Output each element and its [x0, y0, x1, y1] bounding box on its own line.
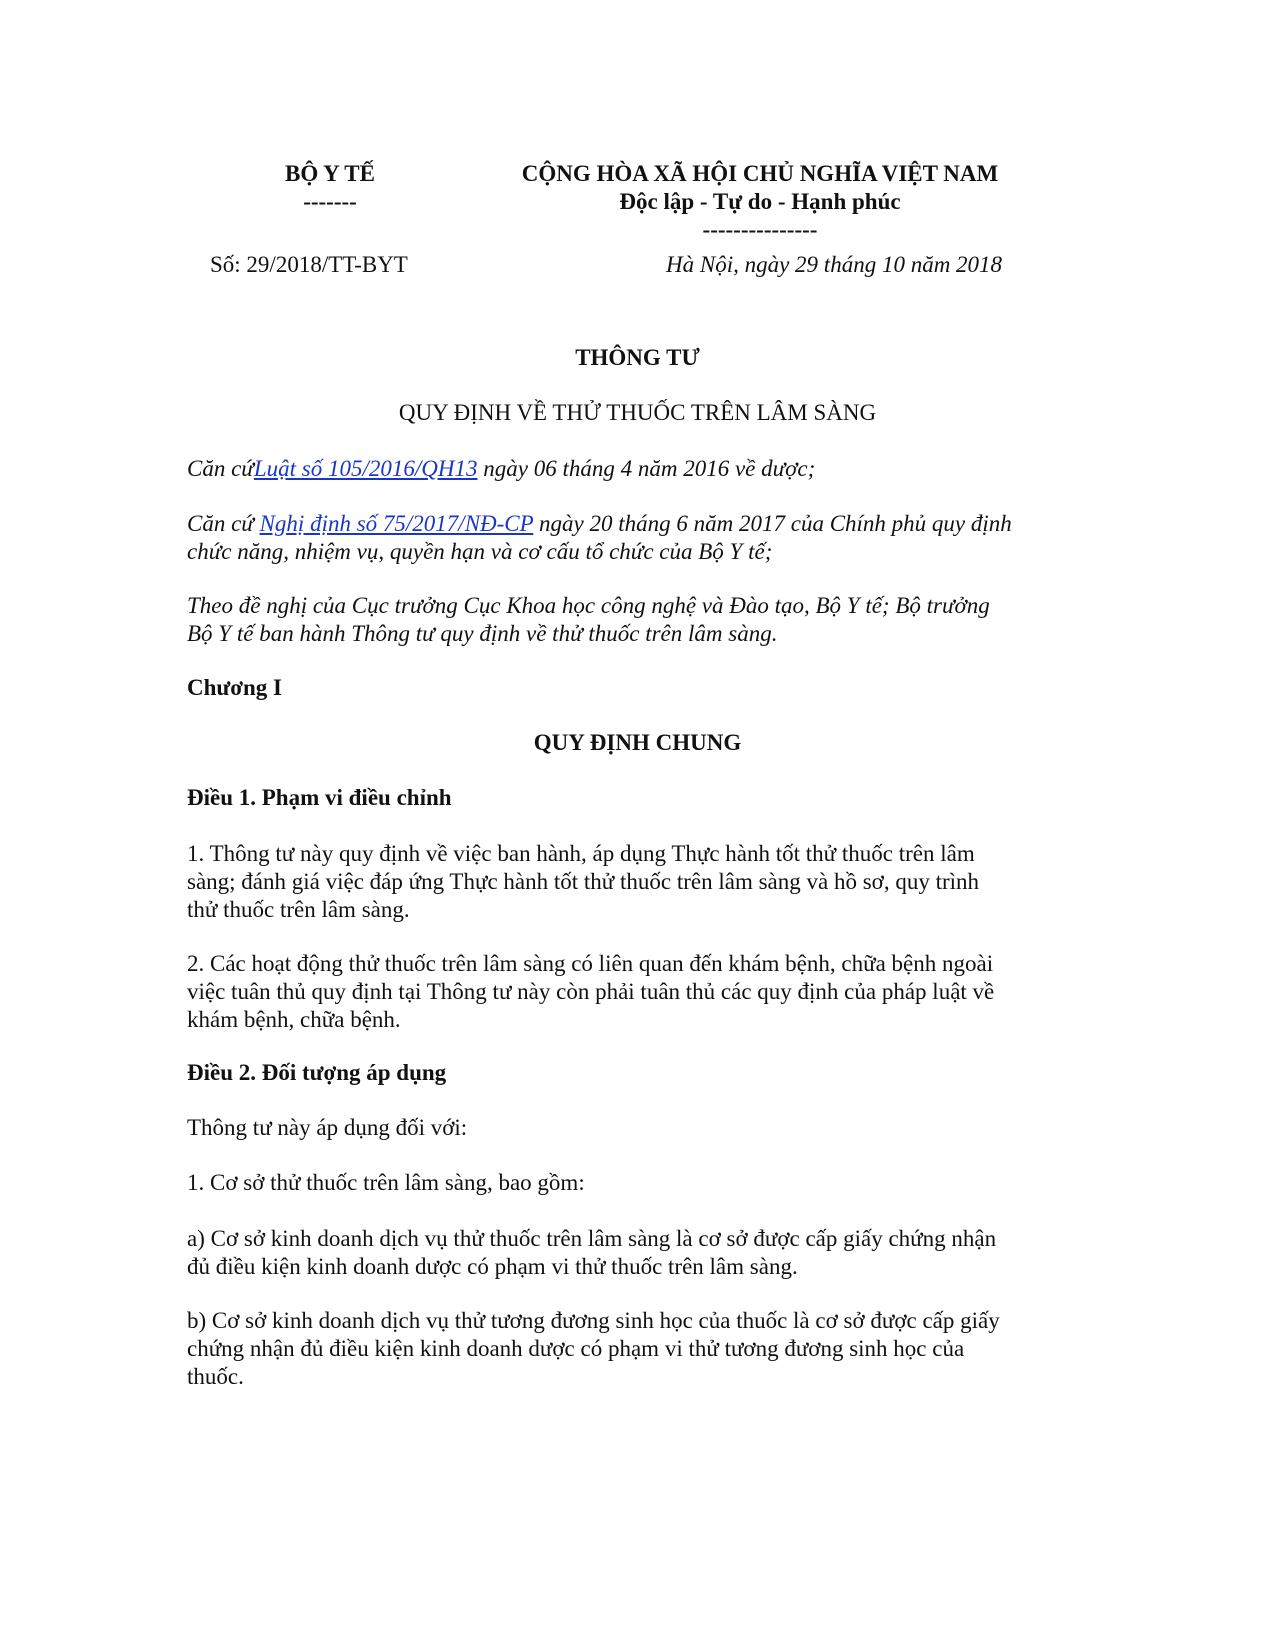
national-motto: Độc lập - Tự do - Hạnh phúc	[619, 189, 901, 214]
issuing-agency: BỘ Y TẾ	[285, 161, 375, 186]
document-type: THÔNG TƯ	[575, 345, 700, 370]
chapter-title: QUY ĐỊNH CHUNG	[533, 730, 742, 755]
article-1-clause-1	[187, 840, 1087, 924]
item-line: a) Cơ sở kinh doanh dịch vụ thử thuốc trên lâm sàng là cơ sở được cấp giấy chứng nhận	[187, 1226, 997, 1251]
proposal-line-1: Theo đề nghị của Cục trưởng Cục Khoa học công nghệ và Đào tạo, Bộ Y tế; Bộ trưởng	[187, 593, 990, 618]
issuing-agency-block	[230, 160, 430, 216]
proposal-paragraph	[187, 592, 1087, 648]
item-line: thuốc.	[187, 1364, 244, 1389]
clause-line: việc tuân thủ quy định tại Thông tư này còn phải tuân thủ các quy định của pháp luật về	[187, 979, 995, 1004]
basis-prefix: Căn cứ	[187, 456, 254, 481]
document-subject: QUY ĐỊNH VỀ THỬ THUỐC TRÊN LÂM SÀNG	[398, 400, 877, 425]
document-number: Số: 29/2018/TT-BYT	[210, 252, 408, 277]
article-2-title: Điều 2. Đối tượng áp dụng	[187, 1060, 447, 1085]
agency-underline: -------	[303, 189, 357, 214]
place-and-date: Hà Nội, ngày 29 tháng 10 năm 2018	[666, 252, 1003, 277]
clause-line: thử thuốc trên lâm sàng.	[187, 897, 410, 922]
proposal-line-2: Bộ Y tế ban hành Thông tư quy định về thử thuốc trên lâm sàng.	[187, 621, 778, 646]
clause-line: 2. Các hoạt động thử thuốc trên lâm sàng có liên quan đến khám bệnh, chữa bệnh ngoài	[187, 951, 994, 976]
legal-basis-law	[187, 455, 1087, 483]
basis-line-2: chức năng, nhiệm vụ, quyền hạn và cơ cấu tổ chức của Bộ Y tế;	[187, 539, 773, 564]
item-line: b) Cơ sở kinh doanh dịch vụ thử tương đương sinh học của thuốc là cơ sở được cấp giấy	[187, 1308, 1000, 1333]
article-2-intro: Thông tư này áp dụng đối với:	[187, 1115, 468, 1140]
legal-basis-decree	[187, 510, 1087, 566]
item-line: chứng nhận đủ điều kiện kinh doanh dược có phạm vi thử tương đương sinh học của	[187, 1336, 965, 1361]
item-line: đủ điều kiện kinh doanh dược có phạm vi thử thuốc trên lâm sàng.	[187, 1254, 798, 1279]
basis-prefix: Căn cứ	[187, 511, 260, 536]
article-2-item-1: 1. Cơ sở thử thuốc trên lâm sàng, bao gồm:	[187, 1170, 585, 1195]
article-2-item-a	[187, 1225, 1087, 1281]
article-1-clause-2	[187, 950, 1087, 1034]
clause-line: sàng; đánh giá việc đáp ứng Thực hành tốt thử thuốc trên lâm sàng và hồ sơ, quy trình	[187, 869, 980, 894]
article-2-item-b	[187, 1307, 1087, 1391]
decree-link[interactable]: Nghị định số 75/2017/NĐ-CP	[259, 511, 534, 536]
clause-line: 1. Thông tư này quy định về việc ban hành, áp dụng Thực hành tốt thử thuốc trên lâm	[187, 841, 975, 866]
article-1-title: Điều 1. Phạm vi điều chỉnh	[187, 785, 452, 810]
clause-line: khám bệnh, chữa bệnh.	[187, 1007, 401, 1032]
motto-underline: ---------------	[702, 217, 818, 242]
basis-suffix: ngày 20 tháng 6 năm 2017 của Chính phủ quy định	[533, 511, 1012, 536]
basis-suffix: ngày 06 tháng 4 năm 2016 về dược;	[477, 456, 816, 481]
national-title-block	[485, 160, 1035, 244]
law-link[interactable]: Luật số 105/2016/QH13	[253, 456, 478, 481]
national-title: CỘNG HÒA XÃ HỘI CHỦ NGHĨA VIỆT NAM	[521, 161, 999, 186]
chapter-label: Chương I	[187, 675, 282, 700]
